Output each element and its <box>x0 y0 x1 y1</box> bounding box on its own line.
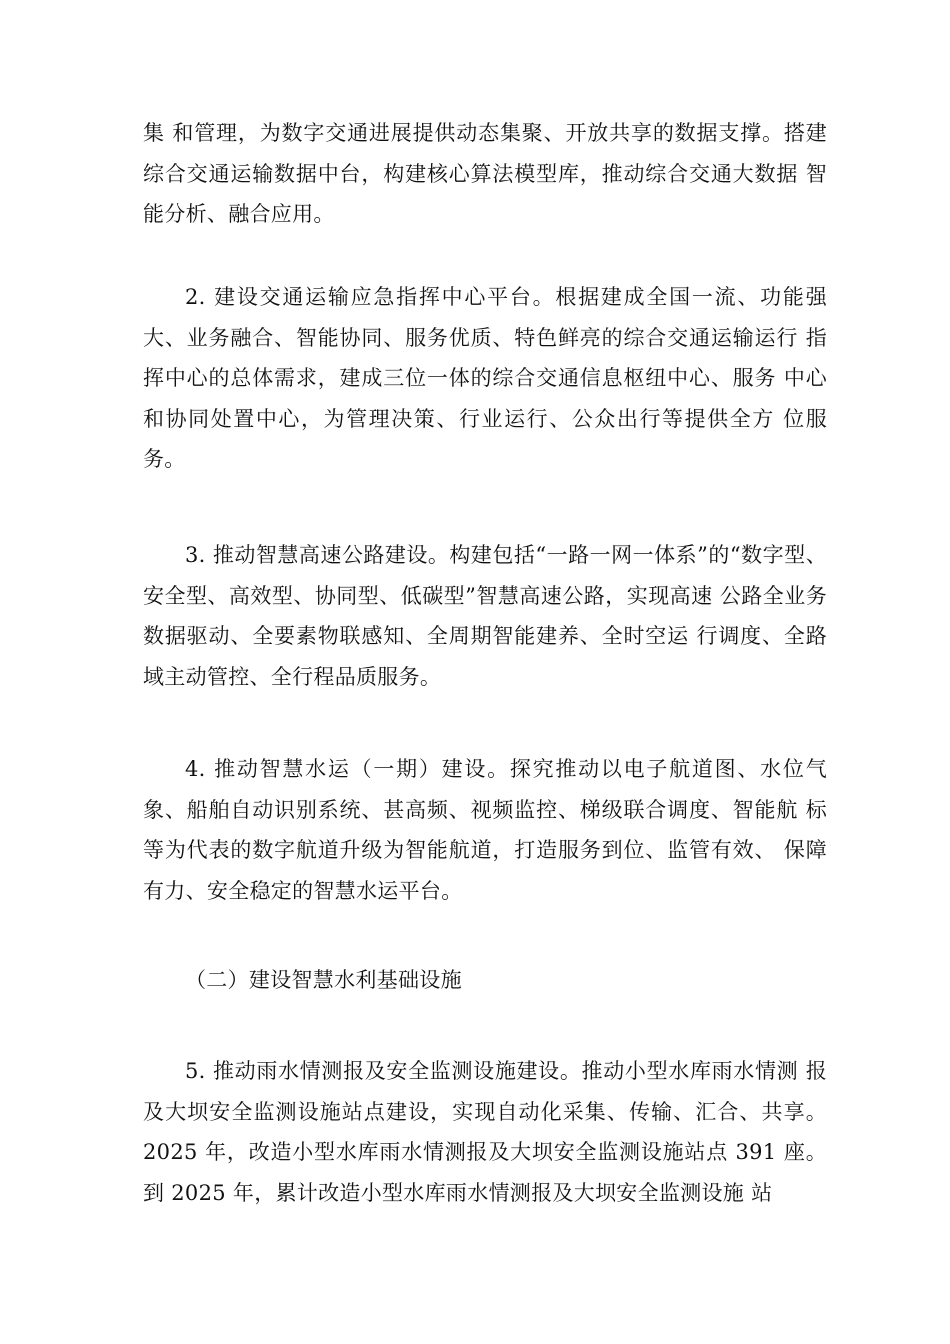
paragraph-item-3: 3. 推动智慧高速公路建设。构建包括“一路一网一体系”的“数字型、安全型、高效型、协同型、低碳型”智慧高速公路，实现高速 公路全业务数据驱动、全要素物联感知、全周期智能建养、全时空运 行调度、全路域主动管控、全行程品质服务。 <box>143 543 827 689</box>
section-heading: （二）建设智慧水利基础设施 <box>185 968 462 992</box>
paragraph-item-4: 4. 推动智慧水运（一期）建设。探究推动以电子航道图、水位气象、船舶自动识别系统、甚高频、视频监控、梯级联合调度、智能航 标等为代表的数字航道升级为智能航道，打造服务到位、监管有效、 保障有力、安全稳定的智慧水运平台。 <box>143 757 827 903</box>
paragraph-continuation: 集 和管理，为数字交通进展提供动态集聚、开放共享的数据支撑。搭建综合交通运输数据中台，构建核心算法模型库，推动综合交通大数据 智能分析、融合应用。 <box>143 121 827 226</box>
paragraph-item-2: 2. 建设交通运输应急指挥中心平台。根据建成全国一流、功能强大、业务融合、智能协同、服务优质、特色鲜亮的综合交通运输运行 指挥中心的总体需求，建成三位一体的综合交通信息枢纽中心、服务 中心和协同处置中心，为管理决策、行业运行、公众出行等提供全方 位服务。 <box>143 285 827 471</box>
paragraph-item-5: 5. 推动雨水情测报及安全监测设施建设。推动小型水库雨水情测 报及大坝安全监测设施站点建设，实现自动化采集、传输、汇合、共享。2025 年，改造小型水库雨水情测报及大坝安全监测设施站点 391 座。到 2025 年，累计改造小型水库雨水情测报及大坝安全监测设施 站 <box>143 1059 827 1205</box>
